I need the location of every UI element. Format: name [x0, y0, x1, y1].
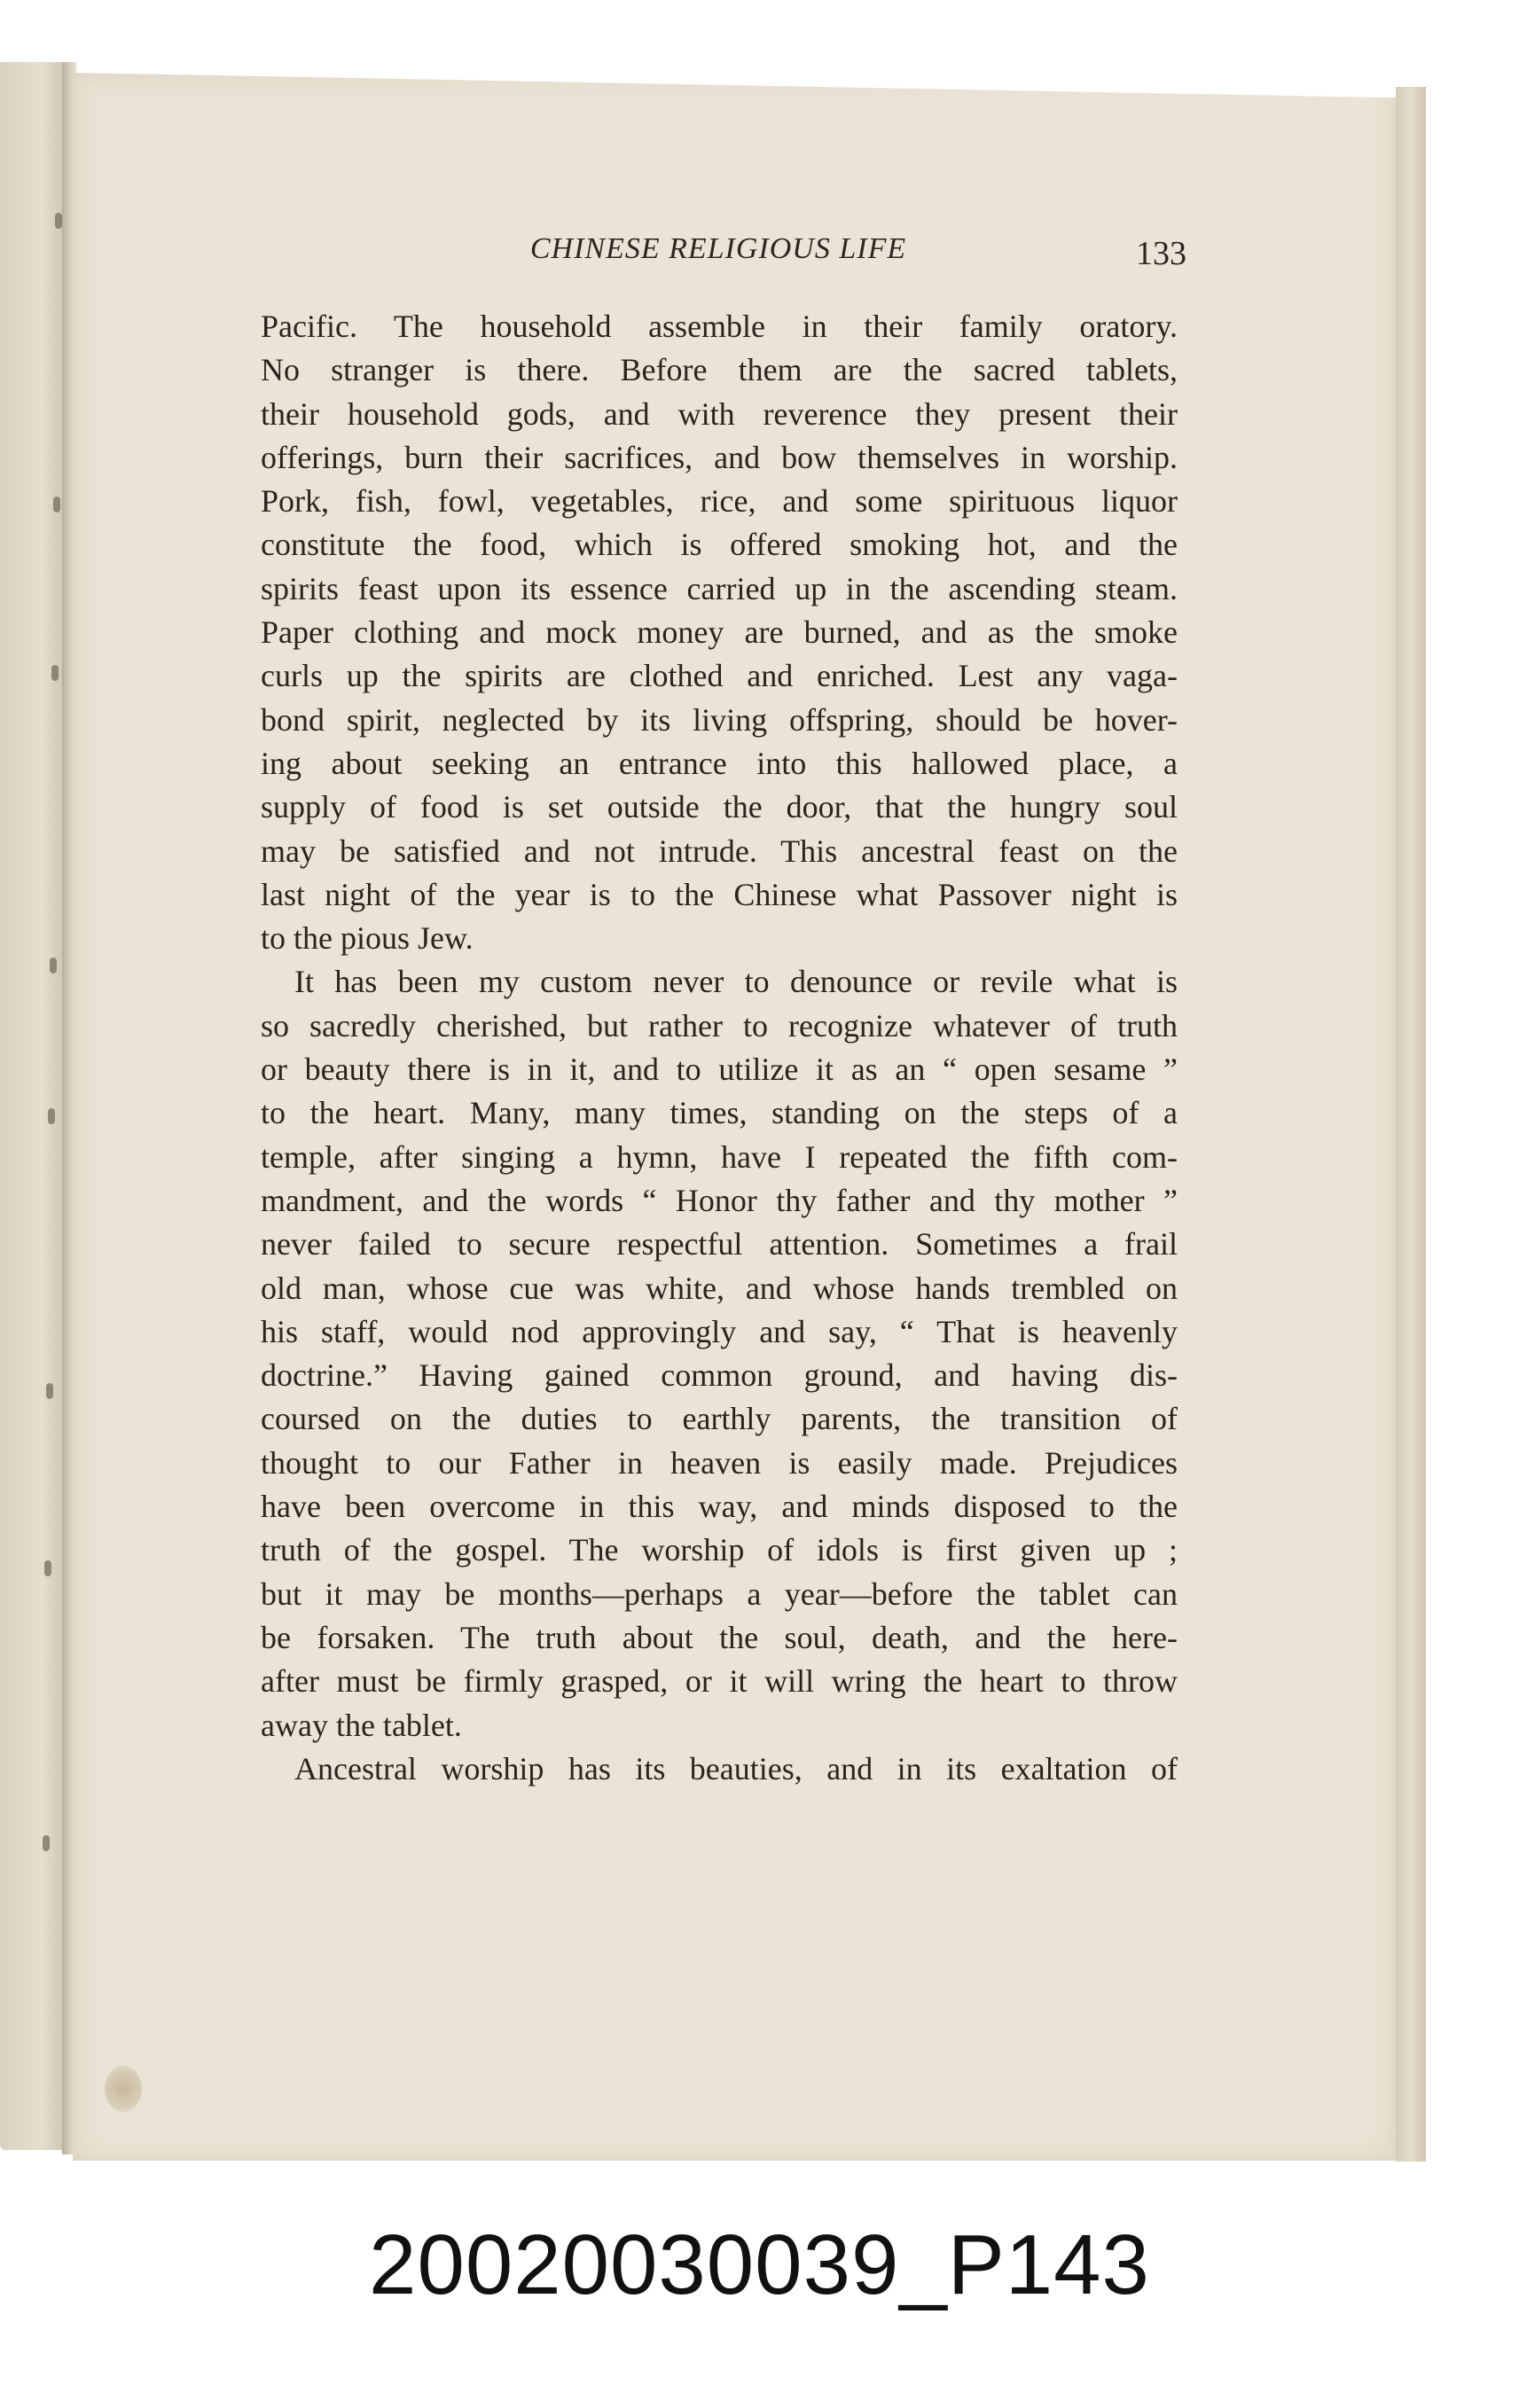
text-line: doctrine.” Having gained common ground, and having dis- — [261, 1357, 1178, 1394]
text-line: Paper clothing and mock money are burned, and as the smoke — [261, 614, 1178, 651]
text-line: No stranger is there. Before them are the sacred tablets, — [261, 352, 1178, 388]
text-line: thought to our Father in heaven is easily made. Prejudices — [261, 1444, 1178, 1481]
text-line: last night of the year is to the Chinese what Passover night is — [261, 876, 1178, 912]
binding-thread-mark — [43, 1835, 50, 1851]
binding-thread-mark — [55, 213, 62, 229]
text-line: ing about seeking an entrance into this hallowed place, a — [261, 745, 1178, 781]
text-line: so sacredly cherished, but rather to recognize whatever of truth — [261, 1007, 1178, 1044]
text-line: mandment, and the words “ Honor thy father and thy mother ” — [261, 1182, 1178, 1218]
text-line: after must be firmly grasped, or it will wring the heart to throw — [261, 1663, 1178, 1700]
text-line: coursed on the duties to earthly parents, the transition of — [261, 1401, 1178, 1437]
text-line: never failed to secure respectful attention. Sometimes a frail — [261, 1226, 1178, 1263]
text-line: constitute the food, which is offered smoking hot, and the — [261, 527, 1178, 563]
text-line: truth of the gospel. The worship of idols is first given up ; — [261, 1532, 1178, 1568]
text-line: but it may be months—perhaps a year—before the tablet can — [261, 1575, 1178, 1612]
text-line: Pork, fish, fowl, vegetables, rice, and some spirituous liquor — [261, 483, 1178, 520]
text-line: away the tablet. — [261, 1707, 462, 1743]
binding-thread-mark — [50, 958, 57, 973]
text-line: have been overcome in this way, and minds disposed to the — [261, 1489, 1178, 1525]
text-line: to the heart. Many, many times, standing on the steps of a — [261, 1095, 1178, 1131]
text-line: Pacific. The household assemble in their family oratory. — [261, 309, 1178, 344]
left-facing-page — [0, 62, 69, 2150]
binding-thread-mark — [53, 496, 60, 512]
binding-thread-mark — [51, 665, 59, 681]
binding-thread-mark — [44, 1560, 51, 1576]
binding-thread-mark — [46, 1383, 53, 1399]
text-line: or beauty there is in it, and to utilize it as an “ open sesame ” — [261, 1052, 1178, 1088]
text-line: old man, whose cue was white, and whose hands trembled on — [261, 1270, 1178, 1306]
text-line: spirits feast upon its essence carried up in the ascending steam. — [261, 570, 1178, 606]
text-line: be forsaken. The truth about the soul, death, and the here- — [261, 1619, 1178, 1655]
binding-thread-mark — [48, 1108, 55, 1124]
text-line: their household gods, and with reverence they present their — [261, 395, 1178, 432]
page-number: 133 — [1136, 235, 1186, 272]
text-line: temple, after singing a hymn, have I repeated the fifth com- — [261, 1138, 1178, 1175]
text-line: may be satisfied and not intrude. This ancestral feast on the — [261, 833, 1178, 869]
text-line: curls up the spirits are clothed and enriched. Lest any vaga- — [261, 658, 1178, 694]
text-line: his staff, would nod approvingly and say, “ That is heavenly — [261, 1313, 1178, 1349]
running-head — [257, 232, 1186, 277]
text-line: It has been my custom never to denounce or revile what is — [294, 964, 1178, 1000]
text-line: bond spirit, neglected by its living offspring, should be hover- — [261, 701, 1178, 738]
accession-number: 20020030039_P143 — [369, 2217, 1150, 2312]
running-head-title: CHINESE RELIGIOUS LIFE — [529, 232, 907, 265]
page-stain — [105, 2066, 142, 2112]
text-line: supply of food is set outside the door, that the hungry soul — [261, 789, 1178, 825]
text-line: offerings, burn their sacrifices, and bow themselves in worship. — [261, 439, 1178, 475]
page-edges — [1396, 87, 1426, 2162]
body-text — [261, 305, 1178, 1791]
text-line: to the pious Jew. — [261, 920, 474, 957]
text-line: Ancestral worship has its beauties, and in its exaltation of — [294, 1750, 1178, 1786]
